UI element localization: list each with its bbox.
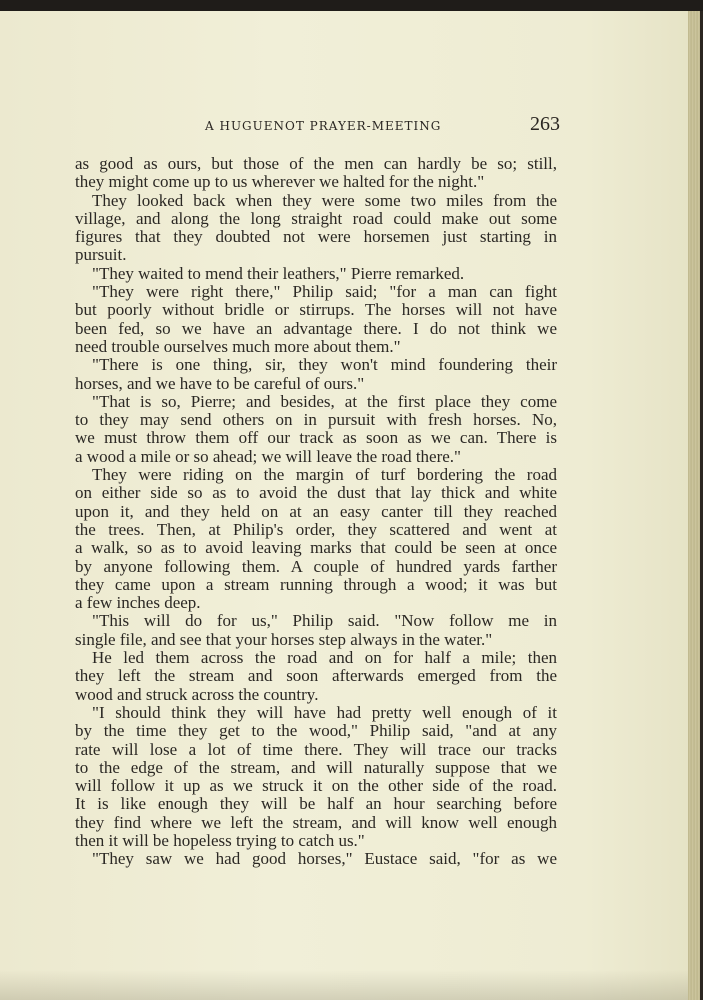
text-line: "I should think they will have had pretty well enough of it (92, 702, 557, 722)
text-line: "They were right there," Philip said; "for a man can fight (92, 282, 557, 302)
text-line: They were riding on the margin of turf bordering the road (92, 465, 557, 485)
book-page (0, 11, 688, 1000)
text-line: they came upon a stream running through a wood; it was but (75, 574, 557, 594)
text-line: They looked back when they were some two miles from the (92, 190, 557, 210)
text-line: by anyone following them. A couple of hundred yards farther (75, 556, 557, 576)
text-line: but poorly without bridle or stirrups. The horses will not have (75, 300, 557, 320)
text-line: horses, and we have to be careful of ours." (75, 373, 365, 393)
text-line: figures that they doubted not were horsemen just starting in (75, 227, 557, 247)
chapter-title: A HUGUENOT PRAYER-MEETING (205, 119, 442, 133)
text-line: upon it, and they held on at an easy canter till they reached (75, 501, 557, 521)
text-line: the trees. Then, at Philip's order, they scattered and went at (75, 519, 557, 539)
text-line: will follow it up as we struck it on the other side of the road. (75, 776, 557, 796)
text-line: a walk, so as to avoid leaving marks that could be seen at once (75, 538, 557, 558)
text-line: as good as ours, but those of the men can hardly be so; still, (75, 154, 557, 173)
page-number: 263 (530, 113, 560, 135)
text-line: village, and along the long straight road could make out some (75, 208, 557, 228)
text-line: we must throw them off our track as soon as we can. There is (75, 428, 557, 448)
running-header (0, 107, 688, 137)
text-line: He led them across the road and on for half a mile; then (92, 648, 557, 668)
text-line: wood and struck across the country. (75, 684, 319, 704)
text-line: "This will do for us," Philip said. "Now follow me in (92, 611, 557, 631)
text-line: single file, and see that your horses step always in the water." (75, 629, 493, 649)
text-line: "They waited to mend their leathers," Pierre remarked. (92, 263, 465, 283)
text-line: pursuit. (75, 245, 127, 265)
text-line: It is like enough they will be half an hour searching before (75, 794, 557, 814)
text-line: "That is so, Pierre; and besides, at the first place they come (92, 391, 557, 411)
text-line: been fed, so we have an advantage there. I do not think we (75, 318, 557, 338)
text-line: to they may send others on in pursuit with fresh horses. No, (75, 410, 557, 430)
text-line: need trouble ourselves much more about them." (75, 336, 401, 356)
text-line: they find where we left the stream, and will know well enough (75, 812, 557, 832)
text-line: they might come up to us wherever we halted for the night." (75, 172, 485, 192)
text-line: to the edge of the stream, and will naturally suppose that we (75, 757, 557, 777)
text-line: a wood a mile or so ahead; we will leave the road there." (75, 446, 461, 466)
text-line: then it will be hopeless trying to catch us." (75, 830, 365, 850)
text-line: a few inches deep. (75, 593, 201, 613)
body-text (75, 155, 557, 869)
top-edge-shadow (0, 0, 703, 11)
text-line: by the time they get to the wood," Philip said, "and at any (75, 721, 557, 741)
text-line: "There is one thing, sir, they won't mind foundering their (92, 355, 557, 375)
text-line: on either side so as to avoid the dust that lay thick and white (75, 483, 557, 503)
text-line: "They saw we had good horses," Eustace said, "for as we (92, 849, 557, 869)
bottom-shadow (0, 970, 688, 1000)
text-line: rate will lose a lot of time there. They will trace our tracks (75, 739, 557, 759)
text-line: they left the stream and soon afterwards emerged from the (75, 666, 557, 686)
